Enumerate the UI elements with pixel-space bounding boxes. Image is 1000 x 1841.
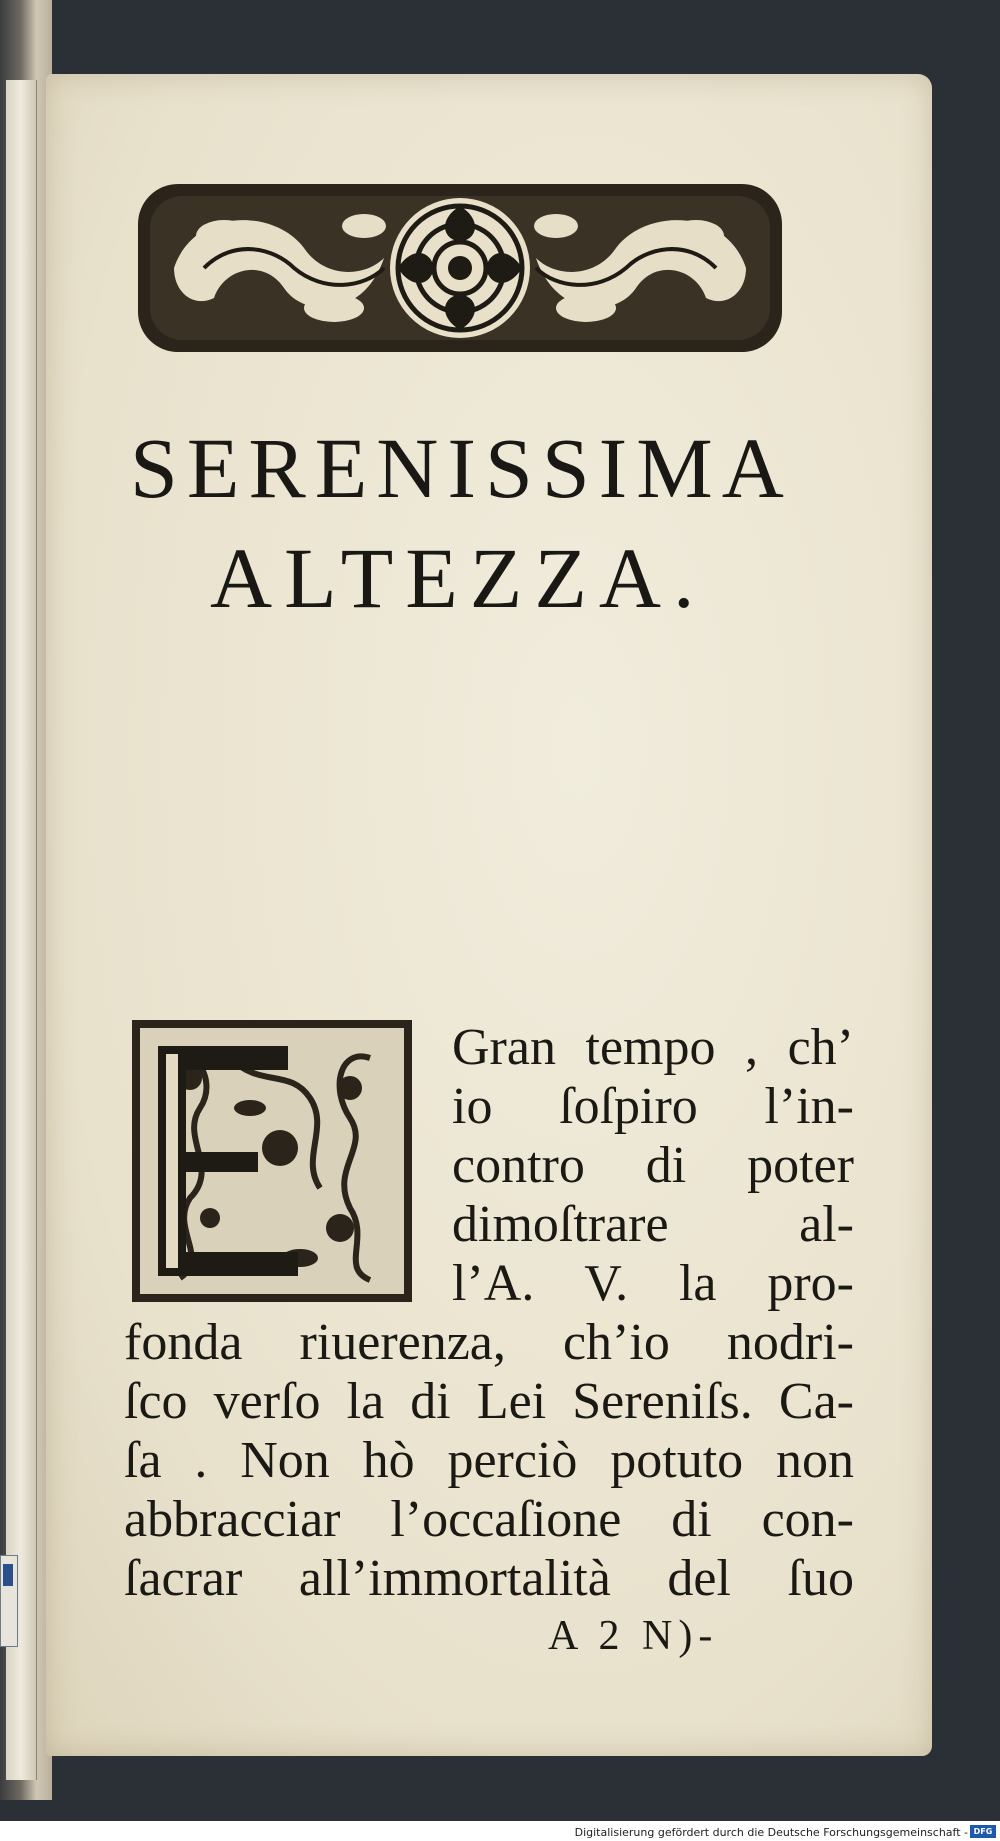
text-line-3: contro di poter [452,1137,854,1194]
text-line-6: fonda riuerenza, ch’io nodri- [124,1314,854,1371]
library-label-mark [3,1564,13,1586]
book-spine [0,0,52,1800]
text-line-4: dimoſtrare al- [452,1196,854,1253]
library-label [0,1555,18,1647]
page-title-line-1: SERENISSIMA [130,420,793,516]
text-line-10: ſacrar all’immortalità del ſuo [124,1550,854,1607]
spine-strip [6,80,37,1780]
signature-catchword: A 2 N)- [548,1613,719,1659]
text-line-5: l’A. V. la pro- [452,1255,854,1312]
text-line-1: Gran tempo , ch’ [452,1019,854,1076]
page-title-line-2: ALTEZZA. [210,530,707,626]
floral-headpiece-icon [134,178,786,358]
text-line-8: ſa . Non hò perciò potuto non [124,1432,854,1489]
footer-credit: Digitalisierung gefördert durch die Deutsche Forschungsgemeinschaft - [574,1826,968,1839]
decorated-initial-e-icon [130,1018,414,1304]
text-line-7: ſco verſo la di Lei Sereniſs. Ca- [124,1373,854,1430]
text-line-9: abbracciar l’occaſione di con- [124,1491,854,1548]
dfg-logo: DFG [970,1825,996,1838]
text-line-2: io ſoſpiro l’in- [452,1078,854,1135]
footer-bar [0,1821,1000,1841]
